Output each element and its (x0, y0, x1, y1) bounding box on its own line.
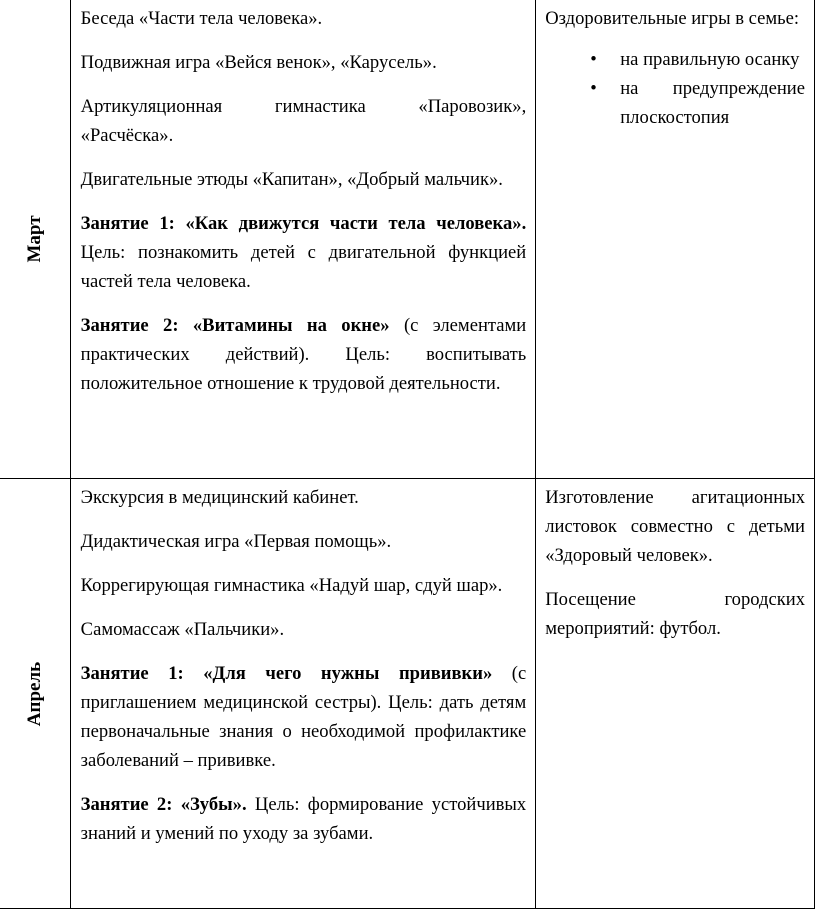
lesson-2 (81, 311, 527, 398)
activity-item: Подвижная игра «Вейся венок», «Карусель». (80, 52, 437, 73)
activity-item: Экскурсия в медицинский кабинет. (80, 487, 359, 508)
bullet-icon: • (590, 78, 597, 99)
activity-item: Коррегирующая гимнастика «Надуй шар, сдуй шар». (80, 575, 503, 596)
lesson-1 (81, 659, 527, 775)
family-cell-march (536, 0, 815, 479)
month-cell-march (0, 0, 70, 479)
activity-item: Двигательные этюды «Капитан», «Добрый мальчик». (80, 169, 503, 190)
family-cell-april (536, 479, 815, 909)
family-bullet-list (545, 45, 805, 132)
lesson-text: Цель: формирование устойчивых знаний и умений по уходу за зубами. (80, 794, 527, 844)
family-text: Оздоровительные игры в семье: (545, 8, 800, 29)
list-item: • на правильную осанку (620, 45, 805, 74)
activity-item: Беседа «Части тела человека». (80, 8, 323, 29)
month-label: Апрель (23, 661, 45, 726)
lesson-text: (с приглашением медицинской сестры). Цель: дать детям первоначальные знания о необходимой профилактике заболеваний – прививке. (80, 663, 527, 771)
activities-cell-march (70, 0, 536, 479)
activity-item: Самомассаж «Пальчики». (80, 619, 285, 640)
bullet-icon: • (590, 49, 597, 70)
lesson-title: Занятие 2: «Витамины на окне» (80, 315, 390, 336)
lesson-title: Занятие 1: «Как движутся части тела человека». (80, 213, 527, 234)
lesson-2 (81, 790, 527, 848)
family-text: Изготовление агитационных листовок совместно с детьми «Здоровый человек». (545, 487, 805, 566)
list-item: • на предупреждение плоскостопия (620, 74, 805, 132)
month-cell-april (0, 479, 70, 909)
table-row-april (0, 479, 815, 909)
lesson-title: Занятие 2: «Зубы». (80, 794, 247, 815)
lesson-1 (81, 209, 527, 296)
activity-item: Дидактическая игра «Первая помощь». (80, 531, 392, 552)
lesson-text: (с элементами практических действий). Цель: воспитывать положительное отношение к трудовой деятельности. (80, 315, 527, 394)
month-label: Март (23, 215, 45, 263)
family-text: Посещение городских мероприятий: футбол. (545, 589, 805, 639)
lesson-title: Занятие 1: «Для чего нужны прививки» (80, 663, 493, 684)
lesson-text: Цель: познакомить детей с двигательной функцией частей тела человека. (80, 242, 527, 292)
activity-item: Артикуляционная гимнастика «Паровозик», «Расчёска». (80, 96, 527, 146)
activities-cell-april (70, 479, 536, 909)
